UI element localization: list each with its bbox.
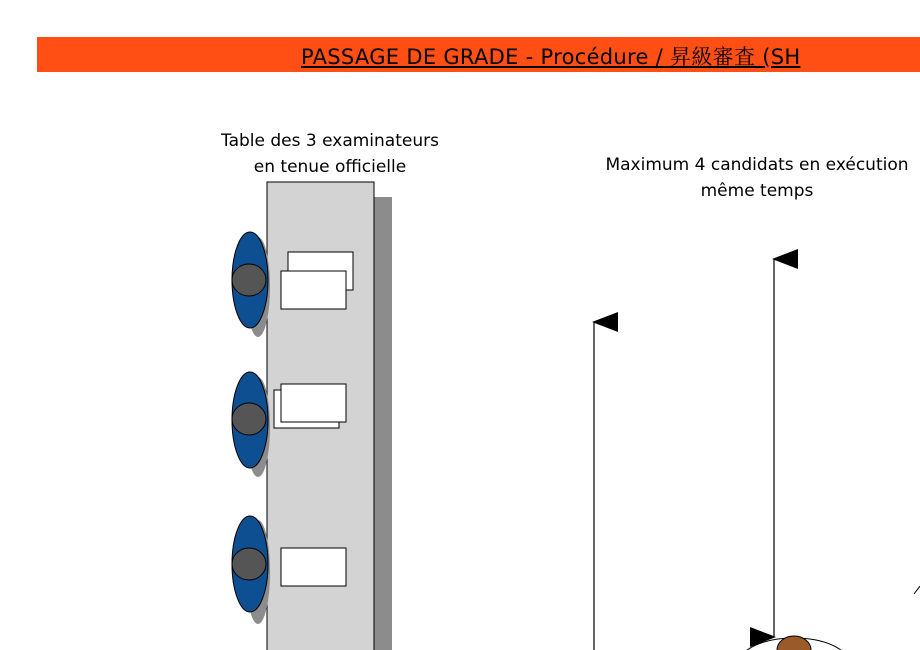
candidates-label-line-2: même temps: [700, 181, 814, 201]
candidates-label-line-1: Maximum 4 candidats en exécution: [605, 155, 909, 175]
examiner-2: [232, 372, 270, 477]
examiner-3-papers: [281, 548, 346, 586]
header-title: PASSAGE DE GRADE - Procédure / 昇級審査 (SH: [301, 45, 801, 69]
examiner-3: [232, 516, 270, 624]
examiner-2-papers: [274, 384, 346, 428]
examiners-label-line-2: en tenue officielle: [253, 157, 407, 177]
examiner-1-papers: [281, 252, 353, 309]
arrow-fragment-right: [914, 586, 920, 594]
candidate-1: [740, 636, 848, 650]
examiner-1: [232, 232, 270, 337]
examiners-label-line-1: Table des 3 examinateurs: [221, 131, 439, 151]
